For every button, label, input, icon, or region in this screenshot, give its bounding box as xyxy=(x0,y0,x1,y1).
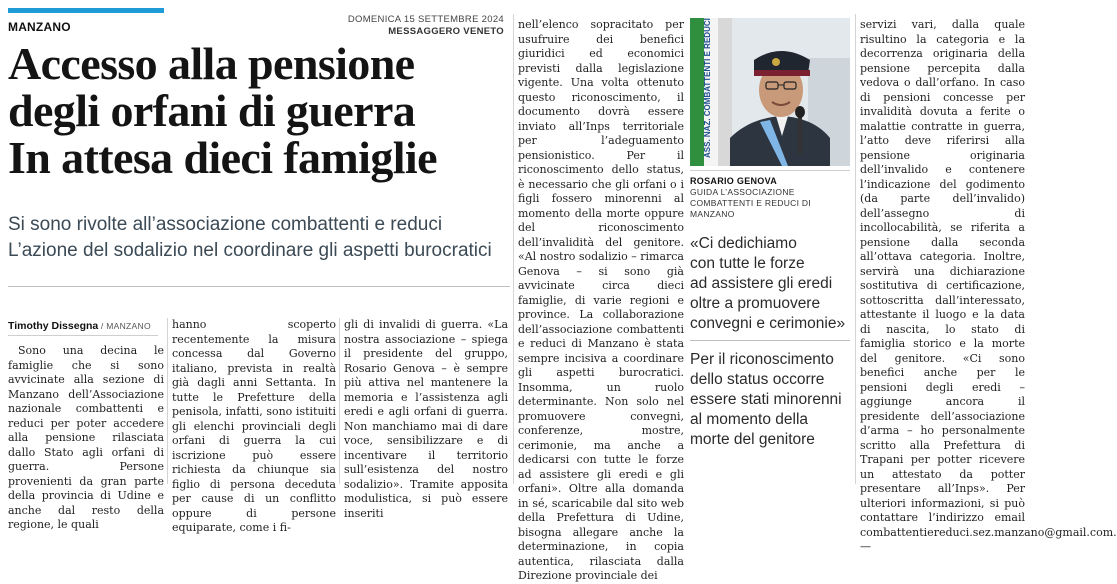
byline-separator: / xyxy=(98,321,107,331)
pull-quote xyxy=(690,350,852,450)
column-divider xyxy=(167,318,168,484)
article-text: Sono una decina le famiglie che si sono avvicinate alla sezione di Manzano dell’Associazione nazionale combattenti e reduci per poter accedere alla pensione rilasciata dallo Stato agli orfani di guerra. Persone provenienti da gran parte della provincia di Udine e anche dal resto della regione, le quali xyxy=(8,344,164,531)
pull-quote-line: essere stati minorenni xyxy=(690,391,842,408)
photo-caption xyxy=(690,176,850,220)
pull-quote-line: Per il riconoscimento xyxy=(690,351,834,368)
byline-place: MANZANO xyxy=(106,321,151,331)
caption-name: ROSARIO GENOVA xyxy=(690,176,778,186)
quote-line: oltre a promuovere xyxy=(690,295,821,312)
quote-box xyxy=(690,234,852,334)
article-text: hanno scoperto recentemente la misura concessa dal Governo italiano, prevista in realtà già dagli anni Settanta. In tutte le Prefetture della penisola, infatti, sono istituiti gli elenchi provinciali degli orfani di guerra la cui iscrizione può essere richiesta da chiunque sia figlio di persona deceduta per cause di un conflitto oppure di persone equiparate, come i fi- xyxy=(172,318,336,534)
column-divider xyxy=(339,318,340,484)
quote-line: ad assistere gli eredi xyxy=(690,275,833,292)
section-accent-bar xyxy=(8,8,164,13)
pull-quote-line: al momento della xyxy=(690,411,809,428)
portrait-illustration xyxy=(690,18,850,166)
article-column-6 xyxy=(860,18,1117,553)
article-text: gli di invalidi di guerra. «La nostra associazione – spiega il presidente del gruppo, Rosario Genova – è sempre più attiva nel mantenere la memoria e l’assistenza agli eredi e agli orfani di guerra. Non manchiamo mai di dare voce, sensibilizzare e di incentivare il territorio sull’esistenza del nostro sodalizio». Tramite apposita modulistica, si può essere inseriti xyxy=(344,318,508,520)
banner-text: ASS. NAZ. COMBATTENTI E REDUCI xyxy=(703,18,712,158)
caption-divider xyxy=(690,170,850,171)
article-text: servizi vari, dalla quale risultino la categoria e la decorrenza originaria della pensione percepita dalla vedova o dall’orfano. In caso di pensioni concesse per invalidità dovuta a ferite o malattie contratte in guerra, l’atto deve riferirsi alla pensione originaria dell’invalido e contenere l’indicazione del godimento (da parte dell’invalido) dell’assegno di incollocabilità, se riferita a pensione dalla seconda all’ottava categoria. Inoltre, servirà una dichiarazione sostitutiva di certificazione, sottoscritta dall’interessato, attestante il luogo e la data di nascita, lo stato di famiglia storico e la morte del genitore. «Ci sono benefici anche per le pensioni degli eredi – aggiunge ancora il presidente dell’associazione d’arma – ho personalmente scritto alla Prefettura di Trapani per potter ricevere un attestato da potter presentare all’Inps». Per ulteriori informazioni, si può contattare l’indirizzo email combattentiereduci.sez.manzano@gmail.com. — xyxy=(860,18,1117,553)
headline-line: Accesso alla pensione xyxy=(8,38,415,89)
quote-line: con tutte le forze xyxy=(690,255,805,272)
quote-line: convegni e cerimonie» xyxy=(690,315,846,332)
pull-quote-line: dello status occorre xyxy=(690,371,825,388)
subheadline-line: L’azione del sodalizio nel coordinare gli aspetti burocratici xyxy=(8,240,492,261)
article-column-3 xyxy=(344,318,508,520)
headline xyxy=(8,40,508,181)
byline-divider xyxy=(8,335,158,336)
author-name: Timothy Dissegna xyxy=(8,320,99,332)
article-column-4 xyxy=(518,18,684,582)
article-column-2 xyxy=(172,318,336,534)
pull-quote-line: morte del genitore xyxy=(690,431,815,448)
publication-source: MESSAGGERO VENETO xyxy=(388,26,504,37)
publication-date: DOMENICA 15 SETTEMBRE 2024 xyxy=(347,14,504,25)
subheadline-line: Si sono rivolte all’associazione combattenti e reduci xyxy=(8,214,443,235)
dateline xyxy=(348,14,504,38)
quote-line: «Ci dedichiamo xyxy=(690,235,797,252)
section-kicker: MANZANO xyxy=(8,20,71,34)
portrait-photo xyxy=(690,18,850,166)
headline-line: degli orfani di guerra xyxy=(8,85,416,136)
headline-line: In attesa dieci famiglie xyxy=(8,132,437,183)
headline-divider xyxy=(8,286,510,287)
quote-divider xyxy=(690,340,850,341)
column-divider xyxy=(855,14,856,484)
byline xyxy=(8,320,158,332)
caption-text: GUIDA L’ASSOCIAZIONE COMBATTENTI E REDUCI DI MANZANO xyxy=(690,187,812,219)
article-text: nell’elenco sopracitato per usufruire dei benefici giuridici ed economici previsti dalla legislazione vigente. Una volta ottenuto questo riconoscimento, il documento dovrà essere inviato all’Inps territoriale per l’adeguamento pensionistico. Per il riconoscimento dello status, è necessario che gli orfani o i figli fossero minorenni al momento della morte oppure del riconoscimento dell’invalidità del genitore. «Al nostro sodalizio – rimarca Genova – si sono già avvicinate circa dieci famiglie, di varie regioni e province. La collaborazione dell’associazione combattenti e reduci di Manzano è stata sempre incisiva a coordinare gli aspetti burocratici. Insomma, un ruolo determinante. Non solo nel promuovere convegni, conferenze, mostre, cerimonie, ma anche a dedicarsi con tutte le forze ad assistere gli eredi e gli orfani». Oltre alla domanda in sé, scaricabile dal sito web della Prefettura di Udine, bisogna allegare anche la determinazione, in copia autentica, rilasciata dalla Direzione provinciale dei xyxy=(518,18,684,582)
subheadline xyxy=(8,212,508,264)
article-column-1 xyxy=(8,344,164,531)
column-divider xyxy=(513,14,514,484)
